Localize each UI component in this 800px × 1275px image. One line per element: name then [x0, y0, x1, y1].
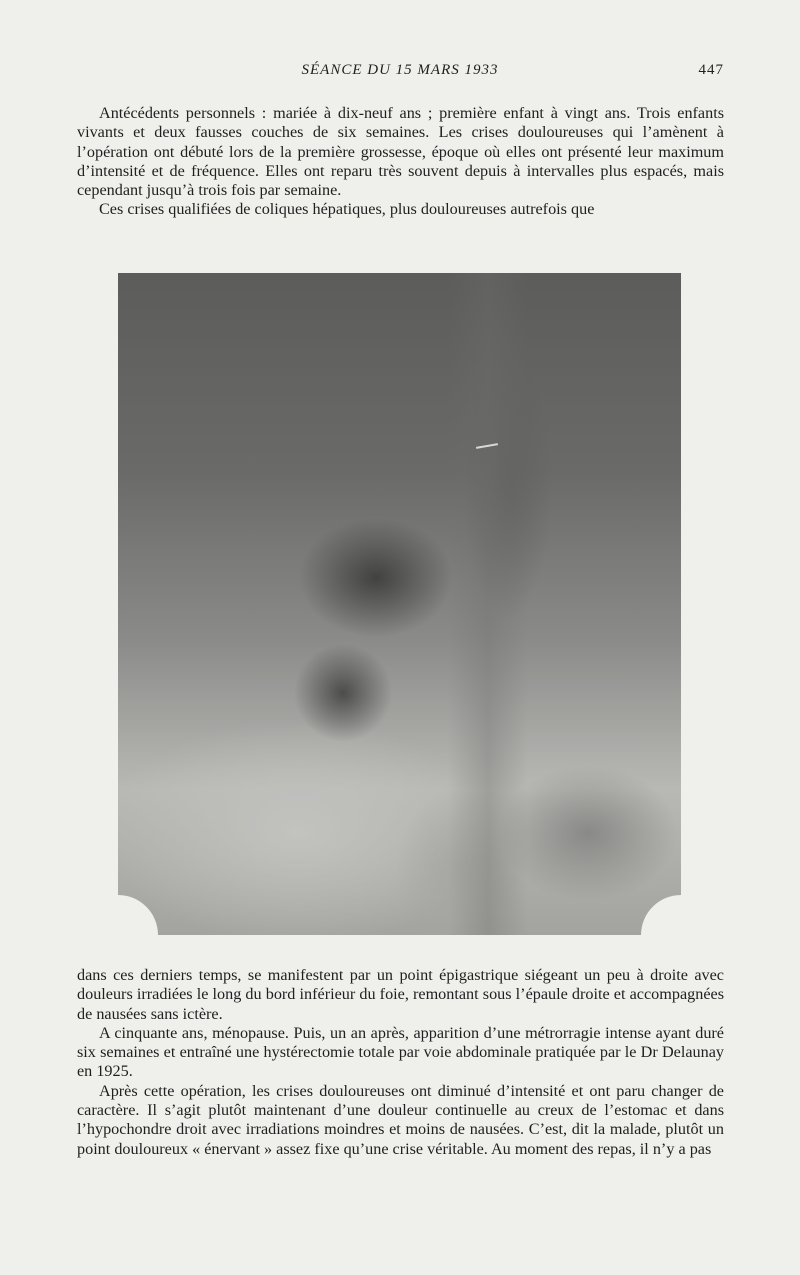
- paragraph-antecedents: Antécédents personnels : mariée à dix-neuf ans ; première enfant à vingt ans. Trois enfants vivants et deux fausses couches de six semaines. Les crises douloureuses qui l’amènent à l’opération ont débuté lors de la première grossesse, époque où elles ont présenté leur maximum d’intensité et de fréquence. Elles ont reparu très souvent depuis à intervalles plus espacés, mais cependant jusqu’à trois fois par semaine.: [77, 104, 724, 200]
- paragraph-menopause: A cinquante ans, ménopause. Puis, un an après, apparition d’une métrorragie intense ayant duré six semaines et entraîné une hystérectomie totale par voie abdominale pratiquée par le Dr Delaunay en 1925.: [77, 1023, 724, 1081]
- page-number: 447: [698, 62, 724, 78]
- body-text-top: [77, 104, 724, 220]
- paragraph-crises-start: Ces crises qualifiées de coliques hépatiques, plus douloureuses autrefois que: [99, 200, 595, 219]
- running-header: [76, 62, 724, 84]
- running-title: SÉANCE DU 15 MARS 1933: [301, 62, 499, 78]
- paragraph-after-operation: Après cette opération, les crises douloureuses ont diminué d’intensité et ont paru changer de caractère. Il s’agit plutôt maintenant d’une douleur continuelle au creux de l’estomac et dans l’hypochondre droit avec irradiations moindres et moins de nausées. C’est, dit la malade, plutôt un point douloureux « énervant » assez fixe qu’une crise véritable. Au moment des repas, il n’y a pas: [77, 1081, 724, 1158]
- paragraph-crises-continued: dans ces derniers temps, se manifestent par un point épigastrique siégeant un peu à droite avec douleurs irradiées le long du bord inférieur du foie, remontant sous l’épaule droite et accompagnées de nausées sans ictère.: [77, 966, 724, 1023]
- radiograph-corner-bottom-left: [118, 895, 158, 935]
- radiograph-spine-shadow: [448, 273, 528, 935]
- radiograph-corner-bottom-right: [641, 895, 681, 935]
- body-text-bottom: [77, 966, 724, 1159]
- radiograph-figure: [118, 273, 681, 935]
